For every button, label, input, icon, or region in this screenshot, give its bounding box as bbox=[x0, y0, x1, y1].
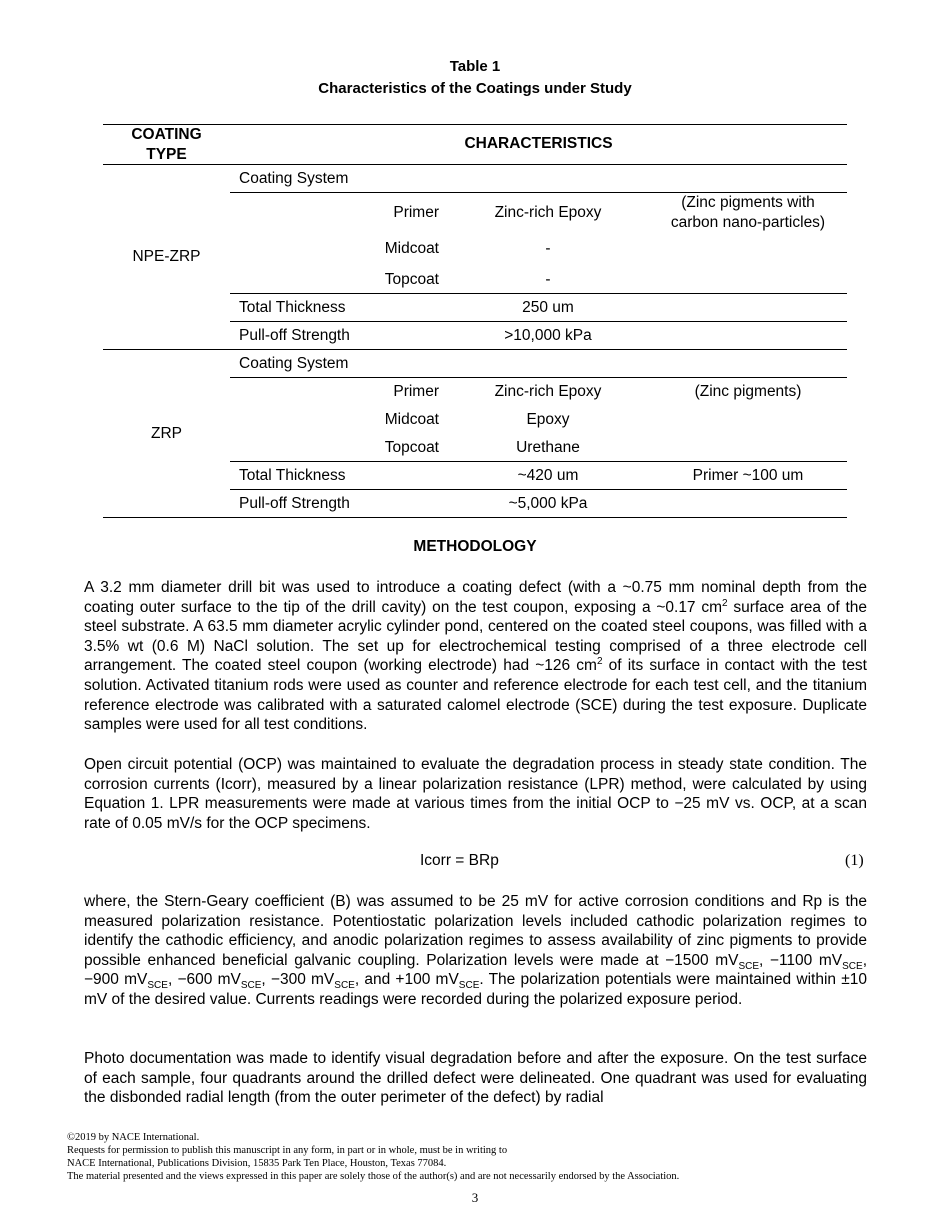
footer-address: NACE International, Publications Division, 15835 Park Ten Place, Houston, Texas 77084. bbox=[67, 1158, 447, 1169]
zrp-thickness-note: Primer ~100 um bbox=[692, 467, 804, 484]
header-characteristics: CHARACTERISTICS bbox=[464, 135, 613, 152]
npe-topcoat-label: Topcoat bbox=[384, 271, 439, 288]
npe-pulloff-label: Pull-off Strength bbox=[239, 327, 350, 344]
zrp-pulloff-value: ~5,000 kPa bbox=[508, 495, 588, 512]
zrp-coating-type: ZRP bbox=[151, 425, 182, 442]
header-coating-type-line1: COATING bbox=[131, 126, 202, 143]
zrp-system-rule bbox=[230, 377, 847, 378]
zrp-coating-system: Coating System bbox=[239, 355, 349, 372]
npe-midcoat-value: - bbox=[545, 240, 551, 257]
equation-number: (1) bbox=[845, 852, 864, 869]
page-number: 3 bbox=[471, 1190, 479, 1205]
npe-primer-note-line2: carbon nano-particles) bbox=[670, 214, 826, 231]
footer-permission: Requests for permission to publish this manuscript in any form, in part or in whole, must be in writing to bbox=[67, 1145, 508, 1156]
equation-1: Icorr = BRp bbox=[420, 852, 499, 869]
methodology-paragraph-1: A 3.2 mm diameter drill bit was used to introduce a coating defect (with a ~0.75 mm nominal depth from the coating outer surface to the tip of the drill cavity) on the test coupon, exposing a ~0.17 $cm^2$ surface area of the steel substrate. A 63.5 mm diameter acrylic cylinder pond, centered on the coated steel coupons, was filled with a 3.5% wt (0.6 M) NaCl solution. The set up for electrochemical testing comprised of a three electrode cell arrangement. The coated steel coupon (working electrode) had ~126 $cm^2$ of its surface in contact with the test solution. Activated titanium rods were used as counter and reference electrode for each test cell, and the titanium reference electrode was calibrated with a saturated calomel electrode (SCE) during the test exposure. Duplicate samples were used for all test conditions. bbox=[84, 579, 867, 734]
npe-thickness-value: 250 um bbox=[522, 299, 574, 316]
npe-primer-note-line1: (Zinc pigments with bbox=[681, 194, 815, 211]
zrp-thickness-value: ~420 um bbox=[517, 467, 579, 484]
methodology-paragraph-2: Open circuit potential (OCP) was maintained to evaluate the degradation process in steady state condition. The corrosion currents (Icorr), measured by a linear polarization resistance (LPR) method, were calculated by using Equation 1. LPR measurements were made at various times from the initial OCP to −25 mV vs. OCP, at a scan rate of 0.05 mV/s for the OCP specimens. bbox=[84, 756, 867, 832]
zrp-thickness-rule bbox=[230, 489, 847, 490]
zrp-primer-label: Primer bbox=[393, 383, 439, 400]
zrp-midcoat-value: Epoxy bbox=[526, 411, 570, 428]
npe-layers-rule bbox=[230, 293, 847, 294]
npe-primer-value: Zinc-rich Epoxy bbox=[494, 204, 602, 221]
npe-pulloff-value: >10,000 kPa bbox=[504, 327, 592, 344]
footer-copyright: ©2019 by NACE International. bbox=[67, 1132, 200, 1143]
zrp-primer-value: Zinc-rich Epoxy bbox=[494, 383, 602, 400]
zrp-midcoat-label: Midcoat bbox=[384, 411, 439, 428]
table-bottom-rule bbox=[103, 517, 847, 518]
npe-thickness-label: Total Thickness bbox=[239, 299, 346, 316]
npe-primer-label: Primer bbox=[393, 204, 439, 221]
zrp-topcoat-label: Topcoat bbox=[384, 439, 439, 456]
zrp-thickness-label: Total Thickness bbox=[239, 467, 346, 484]
npe-coating-type: NPE-ZRP bbox=[132, 248, 201, 265]
methodology-heading: METHODOLOGY bbox=[413, 538, 537, 555]
table-title: Characteristics of the Coatings under Study bbox=[318, 80, 632, 97]
npe-thickness-rule bbox=[230, 321, 847, 322]
footer-disclaimer: The material presented and the views expressed in this paper are solely those of the author(s) and are not necessarily endorsed by the Association. bbox=[67, 1171, 680, 1182]
npe-coating-system: Coating System bbox=[239, 170, 349, 187]
npe-topcoat-value: - bbox=[545, 271, 551, 288]
zrp-layers-rule bbox=[230, 461, 847, 462]
zrp-topcoat-value: Urethane bbox=[516, 439, 580, 456]
header-coating-type-line2: TYPE bbox=[146, 146, 187, 163]
npe-midcoat-label: Midcoat bbox=[384, 240, 439, 257]
npe-zrp-separator-rule bbox=[103, 349, 847, 350]
zrp-pulloff-label: Pull-off Strength bbox=[239, 495, 350, 512]
methodology-paragraph-3: where, the Stern-Geary coefficient (B) was assumed to be 25 mV for active corrosion conditions and Rp is the measured polarization resistance. Potentiostatic polarization levels included cathodic polarization regimes to identify the cathodic efficiency, and anodic polarization regimes to assess availability of zinc pigments to provide possible enhanced beneficial galvanic coupling. Polarization levels were made at −1500 $mV_{SCE}$, −1100 $mV_{SCE}$, −900 $mV_{SCE}$, −600 $mV_{SCE}$, −300 $mV_{SCE}$, and +100 $mV_{SCE}$. The polarization potentials were maintained within ±10 mV of the desired value. Currents readings were recorded during the polarized exposure period. bbox=[84, 893, 867, 1008]
footer bbox=[67, 1131, 887, 1183]
methodology-paragraph-4: Photo documentation was made to identify visual degradation before and after the exposure. On the test surface of each sample, four quadrants around the drilled defect were delineated. One quadrant was used for evaluating the disbonded radial length (from the outer perimeter of the defect) by radial bbox=[84, 1050, 867, 1107]
table-label: Table 1 bbox=[449, 58, 501, 75]
zrp-primer-note: (Zinc pigments) bbox=[694, 383, 802, 400]
